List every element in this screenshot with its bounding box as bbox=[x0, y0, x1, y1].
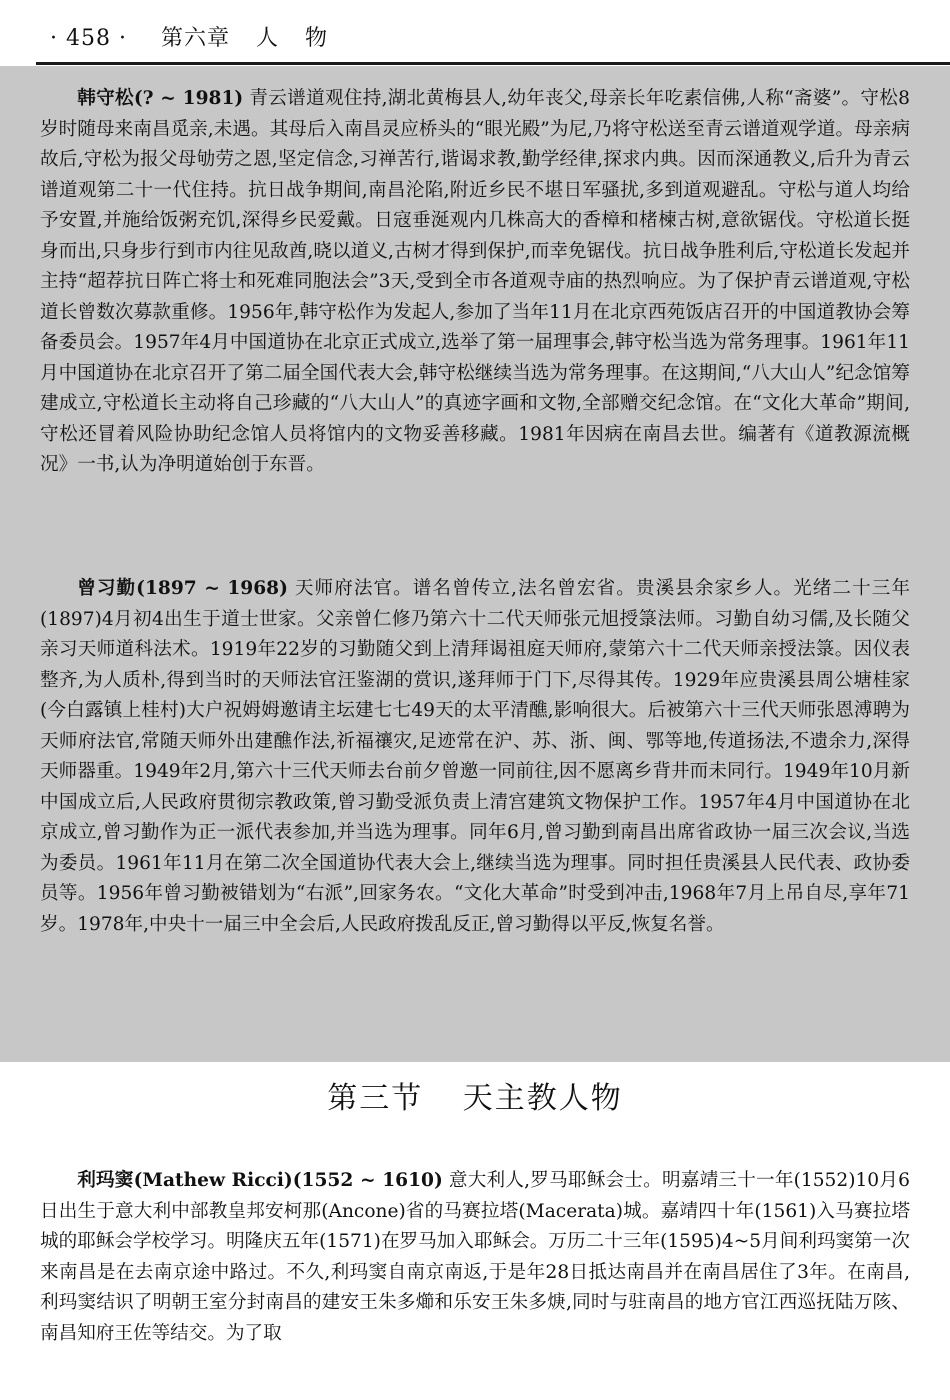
entry-name: 曾习勤(1897 ~ 1968) bbox=[77, 578, 288, 599]
biography-entry bbox=[40, 1166, 910, 1349]
page-header bbox=[50, 22, 910, 56]
page-number: · 458 · bbox=[50, 26, 127, 51]
entry-text: 青云谱道观住持,湖北黄梅县人,幼年丧父,母亲长年吃素信佛,人称“斋婆”。守松8岁时随母来南昌觅亲,未遇。其母后入南昌灵应桥头的“眼光殿”为尼,乃将守松送至青云谱道观学道。母亲病故后,守松为报父母劬劳之恩,坚定信念,习禅苦行,谐谒求教,勤学经律,探求内典。因而深通教义,后升为青云谱道观第二十一代住持。抗日战争期间,南昌沦陷,附近乡民不堪日军骚扰,多到道观避乱。守松与道人均给予安置,并施给饭粥充饥,深得乡民爱戴。日寇垂涎观内几株高大的香樟和楮楝古树,意欲锯伐。守松道长挺身而出,只身步行到市内往见敌酋,晓以道义,古树才得到保护,而幸免锯伐。抗日战争胜利后,守松道长发起并主持“超荐抗日阵亡将士和死难同胞法会”3天,受到全市各道观寺庙的热烈响应。为了保护青云谱道观,守松道长曾数次募款重修。1956年,韩守松作为发起人,参加了当年11月在北京西苑饭店召开的中国道教协会筹备委员会。1957年4月中国道协在北京正式成立,选举了第一届理事会,韩守松当选为常务理事。1961年11月中国道协在北京召开了第二届全国代表大会,韩守松继续当选为常务理事。在这期间,“八大山人”纪念馆筹建成立,守松道长主动将自己珍藏的“八大山人”的真迹字画和文物,全部赠交纪念馆。在“文化大革命”期间,守松还冒着风险协助纪念馆人员将馆内的文物妥善移藏。1981年因病在南昌去世。编著有《道教源流概况》一书,认为净明道始创于东晋。 bbox=[40, 88, 910, 475]
entry-text: 天师府法官。谱名曾传立,法名曾宏省。贵溪县余家乡人。光绪二十三年(1897)4月初4出生于道士世家。父亲曾仁修乃第六十二代天师张元旭授箓法师。习勤自幼习儒,及长随父亲习天师道科法术。1919年22岁的习勤随父到上清拜谒祖庭天师府,蒙第六十二代天师亲授法箓。因仪表整齐,为人质朴,得到当时的天师法官汪鉴湖的赏识,遂拜师于门下,尽得其传。1929年应贵溪县周公塘桂家(今白露镇上桂村)大户祝姆姆邀请主坛建七七49天的太平清醮,影响很大。后被第六十三代天师张恩溥聘为天师府法官,常随天师外出建醮作法,祈福禳灾,足迹常在沪、苏、浙、闽、鄂等地,传道扬法,不遗余力,深得天师器重。1949年2月,第六十三代天师去台前夕曾邀一同前往,因不愿离乡背井而未同行。1949年10月新中国成立后,人民政府贯彻宗教政策,曾习勤受派负责上清宫建筑文物保护工作。1957年4月中国道协在北京成立,曾习勤作为正一派代表参加,并当选为理事。同年6月,曾习勤到南昌出席省政协一届三次会议,当选为委员。1961年11月在第二次全国道协代表大会上,继续当选为理事。同时担任贵溪县人民代表、政协委员等。1956年曾习勤被错划为“右派”,回家务农。“文化大革命”时受到冲击,1968年7月上吊自尽,享年71岁。1978年,中央十一届三中全会后,人民政府拨乱反正,曾习勤得以平反,恢复名誉。 bbox=[40, 578, 910, 935]
header-rule bbox=[36, 62, 950, 65]
chapter-title: 第六章 人 物 bbox=[160, 26, 328, 51]
entry-name: 利玛窦(Mathew Ricci)(1552 ~ 1610) bbox=[77, 1170, 443, 1191]
section-title: 第三节 天主教人物 bbox=[327, 1081, 623, 1116]
entry-text: 意大利人,罗马耶稣会士。明嘉靖三十一年(1552)10月6日出生于意大利中部教皇邦安柯那(Ancone)省的马赛拉塔(Macerata)城。嘉靖四十年(1561)入马赛拉塔城的耶稣会学校学习。明隆庆五年(1571)在罗马加入耶稣会。万历二十三年(1595)4~5月间利玛窦第一次来南昌是在去南京途中路过。不久,利玛窦自南京南返,于是年28日抵达南昌并在南昌居住了3年。在南昌,利玛窦结识了明朝王室分封南昌的建安王朱多㸅和乐安王朱多焿,同时与驻南昌的地方官江西巡抚陆万陔、南昌知府王佐等结交。为了取 bbox=[40, 1170, 910, 1344]
biography-entry bbox=[40, 574, 910, 940]
biography-entry bbox=[40, 84, 910, 481]
entry-name: 韩守松(? ~ 1981) bbox=[77, 88, 244, 109]
